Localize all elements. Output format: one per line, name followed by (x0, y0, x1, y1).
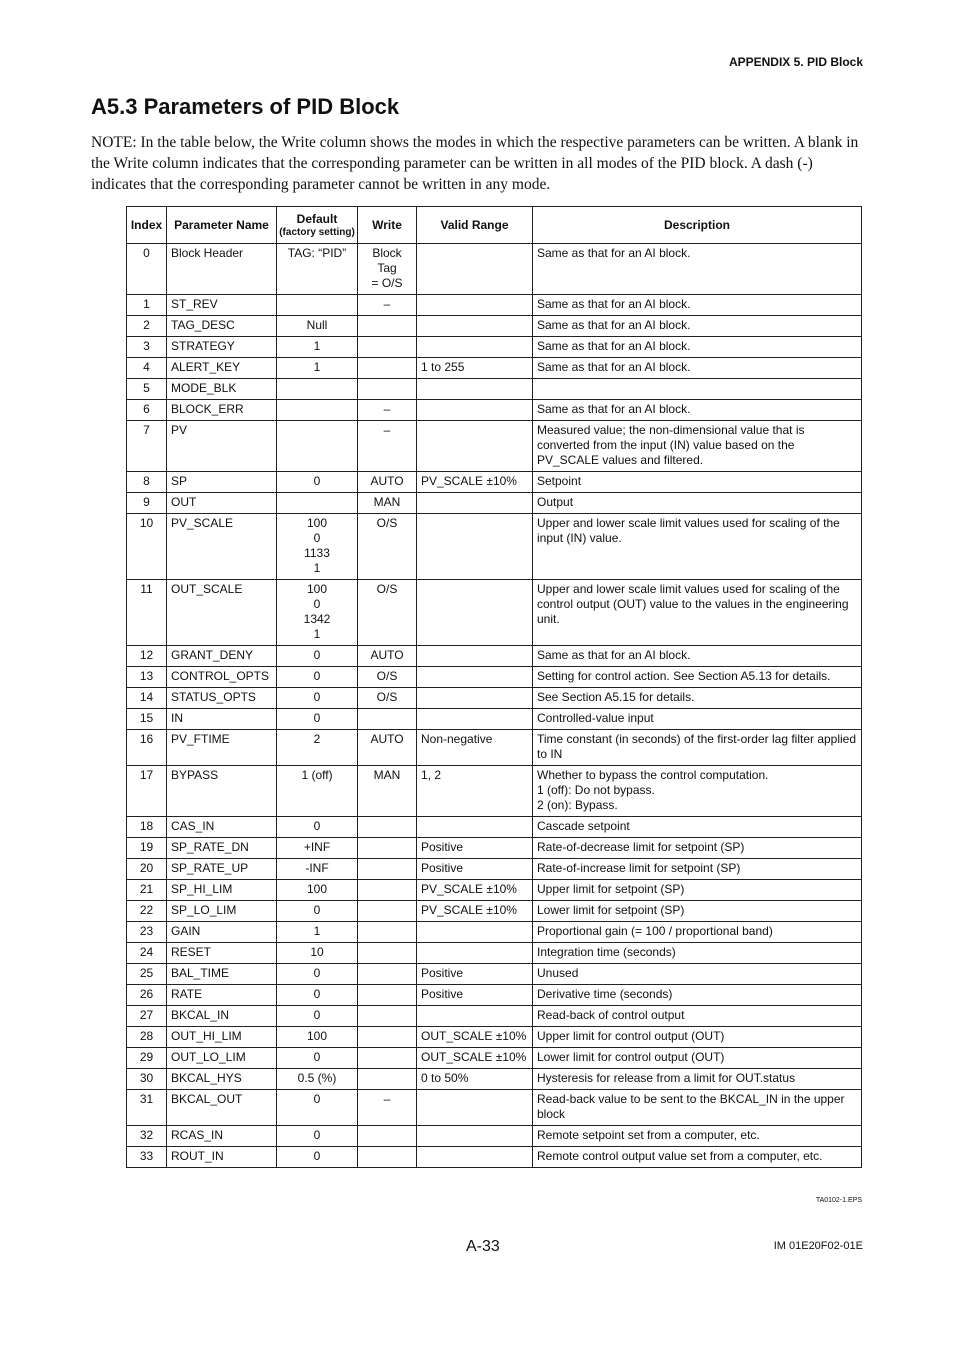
cell-parameter-name: BLOCK_ERR (167, 400, 277, 421)
cell-default (277, 295, 358, 316)
cell-index: 13 (127, 667, 167, 688)
cell-write: – (358, 295, 417, 316)
cell-default: 0.5 (%) (277, 1069, 358, 1090)
cell-write (358, 1069, 417, 1090)
cell-valid-range (417, 943, 533, 964)
cell-valid-range (417, 514, 533, 580)
cell-index: 28 (127, 1027, 167, 1048)
cell-index: 11 (127, 580, 167, 646)
cell-parameter-name: CONTROL_OPTS (167, 667, 277, 688)
cell-parameter-name: MODE_BLK (167, 379, 277, 400)
cell-description: Remote control output value set from a computer, etc. (533, 1147, 862, 1168)
cell-default: 0 (277, 1126, 358, 1147)
cell-write (358, 316, 417, 337)
cell-parameter-name: OUT_SCALE (167, 580, 277, 646)
cell-valid-range: Positive (417, 985, 533, 1006)
section-title: A5.3 Parameters of PID Block (91, 94, 400, 119)
cell-default: +INF (277, 838, 358, 859)
cell-index: 2 (127, 316, 167, 337)
table-row (127, 1069, 862, 1090)
cell-parameter-name: GRANT_DENY (167, 646, 277, 667)
cell-description: Upper and lower scale limit values used for scaling of the input (IN) value. (533, 514, 862, 580)
cell-index: 18 (127, 817, 167, 838)
cell-valid-range: PV_SCALE ±10% (417, 472, 533, 493)
cell-write (358, 859, 417, 880)
cell-write (358, 358, 417, 379)
cell-description: Same as that for an AI block. (533, 358, 862, 379)
cell-index: 5 (127, 379, 167, 400)
cell-index: 31 (127, 1090, 167, 1126)
cell-index: 20 (127, 859, 167, 880)
cell-parameter-name: BKCAL_OUT (167, 1090, 277, 1126)
cell-parameter-name: BYPASS (167, 766, 277, 817)
cell-default: 0 (277, 1147, 358, 1168)
cell-default: 100 0 1133 1 (277, 514, 358, 580)
cell-parameter-name: RESET (167, 943, 277, 964)
cell-write: MAN (358, 493, 417, 514)
cell-description: Time constant (in seconds) of the first-order lag filter applied to IN (533, 730, 862, 766)
cell-default (277, 421, 358, 472)
cell-write (358, 943, 417, 964)
cell-index: 26 (127, 985, 167, 1006)
cell-default: 0 (277, 1090, 358, 1126)
cell-valid-range: OUT_SCALE ±10% (417, 1027, 533, 1048)
parameter-table-container (126, 206, 862, 1168)
cell-write (358, 1147, 417, 1168)
table-row (127, 1090, 862, 1126)
cell-description: Controlled-value input (533, 709, 862, 730)
cell-description: Output (533, 493, 862, 514)
cell-default: 1 (off) (277, 766, 358, 817)
cell-write (358, 880, 417, 901)
cell-parameter-name: ST_REV (167, 295, 277, 316)
cell-default: 0 (277, 985, 358, 1006)
table-row (127, 880, 862, 901)
cell-default: 0 (277, 688, 358, 709)
table-row (127, 1027, 862, 1048)
cell-write: O/S (358, 514, 417, 580)
cell-description: Read-back value to be sent to the BKCAL_IN in the upper block (533, 1090, 862, 1126)
cell-valid-range: Positive (417, 859, 533, 880)
cell-index: 27 (127, 1006, 167, 1027)
cell-parameter-name: ALERT_KEY (167, 358, 277, 379)
cell-valid-range (417, 688, 533, 709)
cell-default: 100 (277, 880, 358, 901)
cell-default: 0 (277, 667, 358, 688)
cell-index: 4 (127, 358, 167, 379)
cell-index: 1 (127, 295, 167, 316)
cell-valid-range (417, 244, 533, 295)
cell-description: Same as that for an AI block. (533, 244, 862, 295)
cell-write (358, 709, 417, 730)
cell-valid-range: 0 to 50% (417, 1069, 533, 1090)
table-row (127, 646, 862, 667)
table-row (127, 421, 862, 472)
cell-valid-range: Positive (417, 838, 533, 859)
cell-description: Lower limit for control output (OUT) (533, 1048, 862, 1069)
cell-index: 14 (127, 688, 167, 709)
cell-description: Whether to bypass the control computation. 1 (off): Do not bypass. 2 (on): Bypass. (533, 766, 862, 817)
table-row (127, 316, 862, 337)
cell-index: 21 (127, 880, 167, 901)
cell-valid-range: Positive (417, 964, 533, 985)
cell-default: 0 (277, 1048, 358, 1069)
table-row (127, 295, 862, 316)
cell-description: Remote setpoint set from a computer, etc. (533, 1126, 862, 1147)
cell-write: – (358, 400, 417, 421)
cell-index: 17 (127, 766, 167, 817)
header-default (277, 207, 358, 244)
cell-parameter-name: BAL_TIME (167, 964, 277, 985)
cell-index: 10 (127, 514, 167, 580)
table-row (127, 709, 862, 730)
cell-parameter-name: PV_FTIME (167, 730, 277, 766)
cell-default: -INF (277, 859, 358, 880)
cell-index: 7 (127, 421, 167, 472)
header-description: Description (533, 207, 862, 244)
cell-parameter-name: STATUS_OPTS (167, 688, 277, 709)
cell-valid-range: PV_SCALE ±10% (417, 880, 533, 901)
cell-parameter-name: BKCAL_HYS (167, 1069, 277, 1090)
cell-parameter-name: STRATEGY (167, 337, 277, 358)
cell-description: Cascade setpoint (533, 817, 862, 838)
cell-index: 25 (127, 964, 167, 985)
cell-description: Upper limit for setpoint (SP) (533, 880, 862, 901)
cell-description: Upper and lower scale limit values used for scaling of the control output (OUT) value to the values in the engineering unit. (533, 580, 862, 646)
cell-description: Derivative time (seconds) (533, 985, 862, 1006)
cell-description: See Section A5.15 for details. (533, 688, 862, 709)
cell-index: 19 (127, 838, 167, 859)
header-index: Index (127, 207, 167, 244)
cell-parameter-name: RATE (167, 985, 277, 1006)
cell-parameter-name: ROUT_IN (167, 1147, 277, 1168)
cell-write: AUTO (358, 472, 417, 493)
cell-parameter-name: OUT (167, 493, 277, 514)
cell-write (358, 1027, 417, 1048)
cell-default: 0 (277, 1006, 358, 1027)
cell-default: 1 (277, 922, 358, 943)
cell-index: 24 (127, 943, 167, 964)
cell-valid-range (417, 580, 533, 646)
cell-index: 15 (127, 709, 167, 730)
table-row (127, 943, 862, 964)
cell-description: Same as that for an AI block. (533, 316, 862, 337)
cell-parameter-name: SP_RATE_DN (167, 838, 277, 859)
cell-write: O/S (358, 688, 417, 709)
table-row (127, 1147, 862, 1168)
cell-description: Lower limit for setpoint (SP) (533, 901, 862, 922)
table-row (127, 688, 862, 709)
cell-index: 22 (127, 901, 167, 922)
cell-valid-range (417, 1090, 533, 1126)
cell-valid-range (417, 1006, 533, 1027)
cell-default: Null (277, 316, 358, 337)
cell-default: TAG: “PID” (277, 244, 358, 295)
cell-write: O/S (358, 580, 417, 646)
cell-valid-range (417, 316, 533, 337)
cell-write (358, 901, 417, 922)
cell-description: Read-back of control output (533, 1006, 862, 1027)
cell-write (358, 985, 417, 1006)
cell-parameter-name: PV_SCALE (167, 514, 277, 580)
figure-reference: TA0102-1.EPS (815, 1197, 862, 1204)
cell-write: O/S (358, 667, 417, 688)
cell-index: 23 (127, 922, 167, 943)
cell-description: Same as that for an AI block. (533, 337, 862, 358)
table-row (127, 817, 862, 838)
cell-index: 9 (127, 493, 167, 514)
table-row (127, 838, 862, 859)
cell-index: 29 (127, 1048, 167, 1069)
cell-parameter-name: IN (167, 709, 277, 730)
cell-description (533, 379, 862, 400)
cell-valid-range (417, 667, 533, 688)
cell-description: Proportional gain (= 100 / proportional band) (533, 922, 862, 943)
cell-valid-range (417, 646, 533, 667)
cell-write: MAN (358, 766, 417, 817)
table-row (127, 766, 862, 817)
table-row (127, 667, 862, 688)
cell-default: 10 (277, 943, 358, 964)
cell-parameter-name: OUT_HI_LIM (167, 1027, 277, 1048)
cell-write (358, 817, 417, 838)
cell-valid-range (417, 421, 533, 472)
cell-default (277, 379, 358, 400)
running-header: APPENDIX 5. PID Block (728, 55, 863, 69)
cell-write (358, 379, 417, 400)
cell-write: – (358, 1090, 417, 1126)
document-id: IM 01E20F02-01E (773, 1240, 863, 1252)
cell-valid-range: Non-negative (417, 730, 533, 766)
cell-valid-range (417, 493, 533, 514)
cell-index: 16 (127, 730, 167, 766)
cell-valid-range (417, 337, 533, 358)
cell-parameter-name: RCAS_IN (167, 1126, 277, 1147)
cell-default: 2 (277, 730, 358, 766)
cell-parameter-name: BKCAL_IN (167, 1006, 277, 1027)
header-default-label: Default (296, 211, 338, 226)
table-row (127, 922, 862, 943)
cell-description: Rate-of-increase limit for setpoint (SP) (533, 859, 862, 880)
cell-parameter-name: SP (167, 472, 277, 493)
cell-parameter-name: GAIN (167, 922, 277, 943)
cell-valid-range (417, 1126, 533, 1147)
cell-valid-range (417, 295, 533, 316)
cell-description: Hysteresis for release from a limit for OUT.status (533, 1069, 862, 1090)
cell-parameter-name: OUT_LO_LIM (167, 1048, 277, 1069)
cell-write (358, 1126, 417, 1147)
cell-index: 3 (127, 337, 167, 358)
cell-valid-range (417, 817, 533, 838)
cell-index: 8 (127, 472, 167, 493)
cell-description: Setpoint (533, 472, 862, 493)
cell-valid-range (417, 1147, 533, 1168)
table-row (127, 985, 862, 1006)
cell-parameter-name: SP_RATE_UP (167, 859, 277, 880)
cell-description: Measured value; the non-dimensional value that is converted from the input (IN) value based on the PV_SCALE values and filtered. (533, 421, 862, 472)
table-row (127, 1006, 862, 1027)
cell-description: Same as that for an AI block. (533, 646, 862, 667)
cell-description: Unused (533, 964, 862, 985)
table-row (127, 493, 862, 514)
cell-write (358, 838, 417, 859)
table-note: NOTE: In the table below, the Write column shows the modes in which the respective parameters can be written. A blank in the Write column indicates that the corresponding parameter can be written in all modes of the PID block. A dash (-) indicates that the corresponding parameter cannot be written in any mode. (91, 134, 859, 193)
cell-default: 100 0 1342 1 (277, 580, 358, 646)
cell-valid-range: 1, 2 (417, 766, 533, 817)
cell-index: 32 (127, 1126, 167, 1147)
header-default-sub: (factory setting) (279, 226, 355, 238)
table-row (127, 964, 862, 985)
cell-valid-range (417, 400, 533, 421)
cell-index: 0 (127, 244, 167, 295)
table-body (127, 244, 862, 1168)
cell-write: – (358, 421, 417, 472)
header-valid-range: Valid Range (417, 207, 533, 244)
cell-default: 0 (277, 472, 358, 493)
table-row (127, 514, 862, 580)
cell-parameter-name: CAS_IN (167, 817, 277, 838)
cell-index: 12 (127, 646, 167, 667)
cell-valid-range (417, 379, 533, 400)
cell-write (358, 1048, 417, 1069)
cell-valid-range: 1 to 255 (417, 358, 533, 379)
cell-write (358, 337, 417, 358)
cell-description: Integration time (seconds) (533, 943, 862, 964)
table-row (127, 1126, 862, 1147)
cell-default: 0 (277, 817, 358, 838)
table-row (127, 730, 862, 766)
cell-write: AUTO (358, 646, 417, 667)
table-header-row (127, 207, 862, 244)
cell-parameter-name: TAG_DESC (167, 316, 277, 337)
cell-description: Setting for control action. See Section A5.13 for details. (533, 667, 862, 688)
table-row (127, 379, 862, 400)
header-write: Write (358, 207, 417, 244)
cell-description: Upper limit for control output (OUT) (533, 1027, 862, 1048)
cell-parameter-name: Block Header (167, 244, 277, 295)
cell-write: Block Tag = O/S (358, 244, 417, 295)
table-row (127, 358, 862, 379)
cell-default: 1 (277, 358, 358, 379)
cell-default (277, 493, 358, 514)
table-row (127, 244, 862, 295)
cell-default: 1 (277, 337, 358, 358)
header-parameter-name: Parameter Name (167, 207, 277, 244)
table-row (127, 1048, 862, 1069)
cell-index: 30 (127, 1069, 167, 1090)
cell-valid-range (417, 709, 533, 730)
cell-parameter-name: PV (167, 421, 277, 472)
cell-write: AUTO (358, 730, 417, 766)
table-row (127, 337, 862, 358)
cell-index: 6 (127, 400, 167, 421)
table-row (127, 901, 862, 922)
cell-description: Same as that for an AI block. (533, 400, 862, 421)
cell-default: 0 (277, 901, 358, 922)
cell-valid-range: OUT_SCALE ±10% (417, 1048, 533, 1069)
cell-write (358, 922, 417, 943)
cell-default: 0 (277, 964, 358, 985)
cell-write (358, 1006, 417, 1027)
cell-valid-range (417, 922, 533, 943)
cell-description: Rate-of-decrease limit for setpoint (SP) (533, 838, 862, 859)
table-row (127, 859, 862, 880)
cell-parameter-name: SP_LO_LIM (167, 901, 277, 922)
cell-default: 0 (277, 646, 358, 667)
cell-index: 33 (127, 1147, 167, 1168)
cell-default: 0 (277, 709, 358, 730)
cell-default: 100 (277, 1027, 358, 1048)
table-row (127, 580, 862, 646)
parameter-table (126, 206, 862, 1168)
table-row (127, 400, 862, 421)
cell-valid-range: PV_SCALE ±10% (417, 901, 533, 922)
cell-parameter-name: SP_HI_LIM (167, 880, 277, 901)
cell-description: Same as that for an AI block. (533, 295, 862, 316)
cell-default (277, 400, 358, 421)
page-number: A-33 (466, 1238, 500, 1255)
table-row (127, 472, 862, 493)
cell-write (358, 964, 417, 985)
